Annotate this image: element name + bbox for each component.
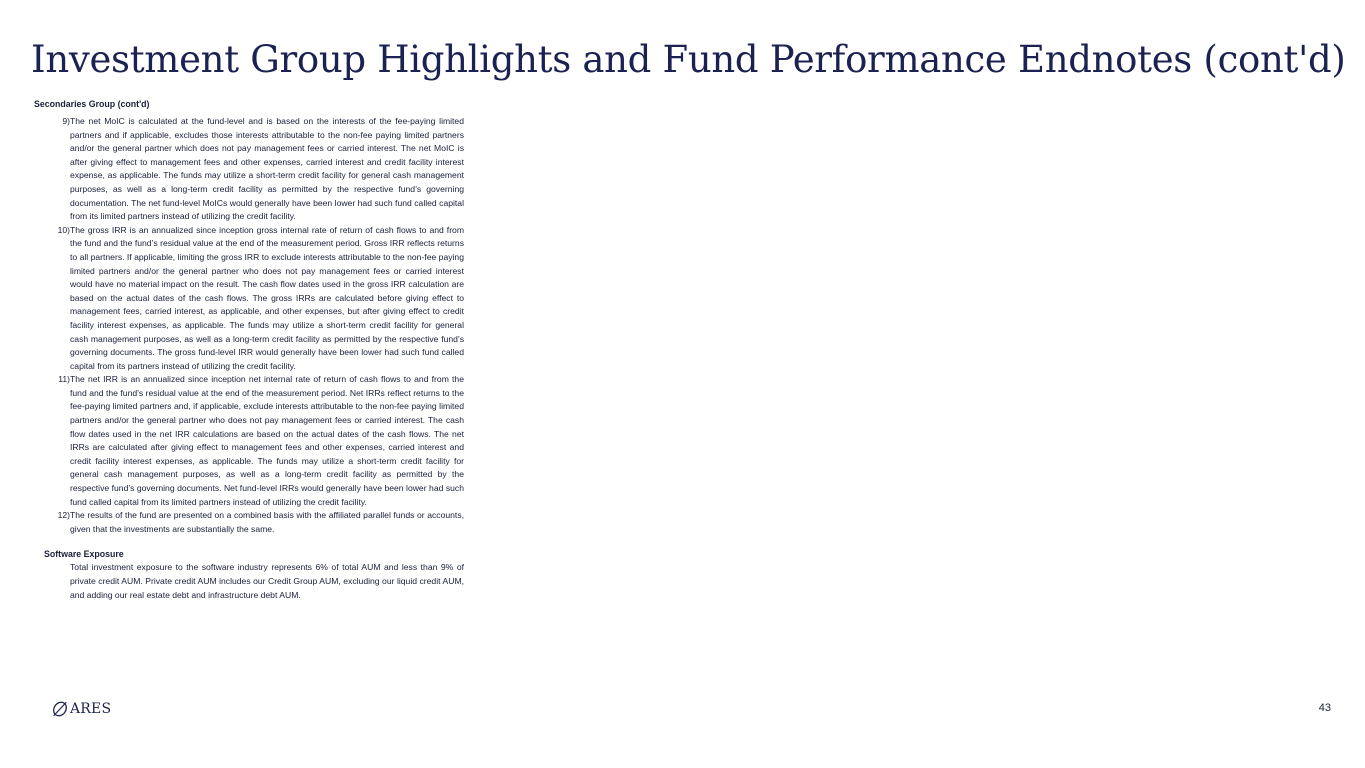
section-title-software: Software Exposure	[44, 549, 124, 560]
endnotes-content	[34, 98, 464, 602]
ares-logo	[51, 700, 111, 718]
endnote-item	[34, 373, 464, 509]
endnote-text: The net MoIC is calculated at the fund-level and is based on the interests of the fee-paying limited partners and if applicable, excludes those interests attributable to the non-fee paying limited partners and/or the general partner which does not pay management fees or carried interest. The net MoIC is after giving effect to management fees and other expenses, carried interest and credit facility interest expense, as applicable. The funds may utilize a short-term credit facility for general cash management purposes, as well as a long-term credit facility as permitted by the respective fund’s governing documentation. The net fund-level MoICs would generally have been lower had such fund called capital from its limited partners instead of utilizing the credit facility.	[70, 116, 464, 222]
endnote-item	[34, 115, 464, 224]
endnote-item	[34, 509, 464, 536]
page-title: Investment Group Highlights and Fund Performance Endnotes (cont'd)	[31, 38, 1346, 81]
endnote-number: 12)	[57, 510, 70, 521]
endnote-number: 9)	[62, 116, 70, 126]
page-number: 43	[1318, 702, 1331, 714]
endnote-item	[34, 224, 464, 374]
section-title-secondaries: Secondaries Group (cont'd)	[34, 99, 150, 109]
logo-text: ARES	[70, 701, 112, 717]
endnote-number: 10)	[57, 224, 70, 235]
ares-leaf-icon	[51, 700, 69, 718]
endnote-text: The net IRR is an annualized since inception net internal rate of return of cash flows to and from the fund and the fund’s residual value at the end of the measurement period. Net IRRs reflect returns to the fee-paying limited partners and, if applicable, exclude interests attributable to the non-fee paying limited partners and/or the general partner who does not pay management fees or carried interest. The cash flow dates used in the net IRR calculations are based on the actual dates of the cash flows. The net IRRs are calculated after giving effect to management fees and other expenses, carried interest and credit facility interest expenses, as applicable. The funds may utilize a short-term credit facility for general cash management purposes, as well as a long-term credit facility as permitted by the respective fund’s governing documents. Net fund-level IRRs would generally have been lower had such fund called capital from its limited partners instead of utilizing the credit facility.	[70, 374, 464, 507]
endnote-text: The gross IRR is an annualized since inception gross internal rate of return of cash flows to and from the fund and the fund’s residual value at the end of the measurement period. Gross IRR reflects returns to all partners. If applicable, limiting the gross IRR to exclude interests attributable to the non-fee paying limited partners and/or the general partner who does not pay management fees or carried interest would have no material impact on the result. The cash flow dates used in the gross IRR calculation are based on the actual dates of the cash flows. The gross IRRs are calculated before giving effect to management fees, carried interest, as applicable, and other expenses, but after giving effect to credit facility interest expenses, as applicable. The funds may utilize a short-term credit facility for general cash management purposes, as well as a long-term credit facility as permitted by the respective fund’s governing documents. The gross fund-level IRR would generally have been lower had such fund called capital from its partners instead of utilizing the credit facility.	[70, 224, 464, 371]
endnotes-list	[34, 115, 464, 536]
endnote-text: The results of the fund are presented on a combined basis with the affiliated parallel funds or accounts, given that the investments are substantially the same.	[70, 510, 464, 534]
software-exposure-text: Total investment exposure to the software industry represents 6% of total AUM and less than 9% of private credit AUM. Private credit AUM includes our Credit Group AUM, excluding our liquid credit AUM, and adding our real estate debt and infrastructure debt AUM.	[70, 562, 464, 600]
endnote-number: 11)	[58, 374, 70, 385]
